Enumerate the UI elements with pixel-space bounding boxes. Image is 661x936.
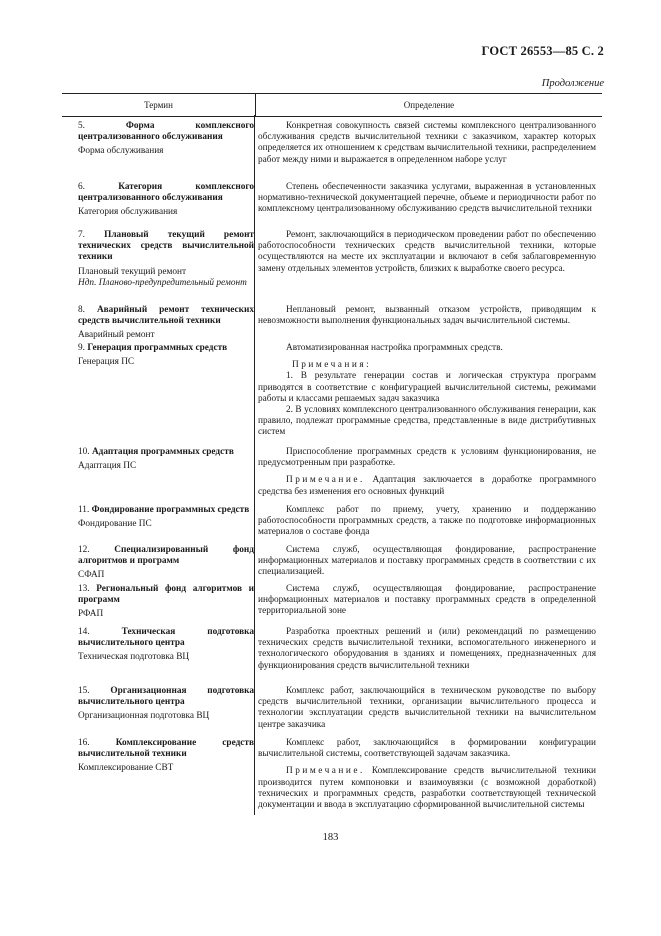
definition-cell <box>258 230 596 275</box>
term-title: Комплексирование средств вычислительной техники <box>78 738 255 760</box>
term-name <box>78 686 254 708</box>
term-abbreviation: Плановый текущий ремонт <box>78 266 187 277</box>
term-name <box>78 230 254 264</box>
definition-cell <box>258 182 596 216</box>
term-cell <box>78 182 254 219</box>
term-name <box>78 584 254 606</box>
definition-text: Комплекс работ по приему, учету, хранению и поддержанию работоспособности программных средств, а также по подготовке информационных материалов о составе фонда <box>258 505 596 538</box>
term-name <box>78 121 254 143</box>
term-abbreviation: Аварийный ремонт <box>78 330 155 341</box>
term-abbreviation: Комплексирование СВТ <box>78 763 174 774</box>
definition-text: Система служб, осуществляющая фондирование, распространение информационных материалов и поставку программных средств в соответствии с их специализацией. <box>258 545 596 578</box>
term-cell <box>78 627 254 664</box>
definition-text: Конкретная совокупность связей системы комплексного централизованного обслуживания средств вычислительной техники с заказчиком, характер которых определяется их отношением к средствам вычислительной техники, распределением работ между ними и выражается в определенном наборе услуг <box>258 121 596 165</box>
term-title: Форма комплексного централизованного обслуживания <box>78 121 254 143</box>
table-header <box>62 94 602 117</box>
continuation-label: Продолжение <box>541 78 604 89</box>
term-name <box>78 627 254 649</box>
term-cell <box>78 545 254 582</box>
terms-table <box>62 93 602 117</box>
definition-text: Приспособление программных средств к условиям функционирования, не предусмотренным при разработке. <box>258 447 596 469</box>
term-abbreviation: РФАП <box>78 609 104 620</box>
column-header-term: Термин <box>144 100 173 110</box>
definition-text: Система служб, осуществляющая фондирование, распространение информационных материалов и поставку программных средств в определенной территориальной зоне <box>258 584 596 617</box>
term-number: 16. <box>78 738 90 748</box>
definition-text: Неплановый ремонт, вызванный отказом устройств, приводящим к невозможности выполнения функциональных задач вычислительной системы. <box>258 305 596 327</box>
term-name <box>78 738 254 760</box>
term-abbreviation: Организационная подготовка ВЦ <box>78 711 210 722</box>
term-number: 6. <box>78 182 85 192</box>
definition-cell <box>258 121 596 166</box>
term-title: Фондирование программных средств <box>91 505 250 515</box>
term-cell <box>78 686 254 723</box>
term-cell <box>78 121 254 158</box>
term-cell <box>78 447 254 472</box>
term-abbreviation: СФАП <box>78 570 105 581</box>
term-title: Организационная подготовка вычислительного центра <box>78 686 255 708</box>
term-title: Техническая подготовка вычислительного центра <box>78 627 254 649</box>
term-title: Адаптация программных средств <box>91 447 234 457</box>
note-item: 1. В результате генерации состав и логическая структура программ приводятся в соответствие с конфигурацией вычислительной системы, режимами работы и классами решаемых задач заказчика <box>258 371 596 404</box>
definition-cell <box>258 447 596 498</box>
definition-text: Комплекс работ, заключающийся в формировании конфигурации вычислительной системы, соответствующей задачам заказчика. <box>258 738 596 760</box>
definition-cell <box>258 505 596 539</box>
term-title: Региональный фонд алгоритмов и программ <box>78 584 254 606</box>
term-number: 9. <box>78 343 85 353</box>
term-abbreviation: Техническая подготовка ВЦ <box>78 652 190 663</box>
term-number: 11. <box>78 505 90 515</box>
definition-text: Разработка проектных решений и (или) рекомендаций по размещению технических средств вычислительной техники, вспомогательного инженерного и технологического оборудования в зданиях и помещениях, предназначенных для функционирования средств вычислительной техники <box>258 627 596 671</box>
definition-text: Степень обеспеченности заказчика услугами, выраженная в установленных нормативно-технической документацией перечне, объеме и периодичности работ по комплексному централизованному обслуживанию средств вычислительной техники <box>258 182 596 215</box>
definition-cell <box>258 305 596 327</box>
note <box>258 766 596 811</box>
term-title: Плановый текущий ремонт технических средств вычислительной техники <box>78 230 254 263</box>
term-cell <box>78 305 254 342</box>
term-number: 10. <box>78 447 90 457</box>
term-title: Генерация программных средств <box>87 343 228 353</box>
definition-text: Ремонт, заключающийся в периодическом проведении работ по обеспечению работоспособности технических средств вычислительной техники, которые осуществляются на месте их эксплуатации и включают в себя заблаговременную замену отдельных элементов устройств, близких к выработке своего ресурса. <box>258 230 596 274</box>
term-abbreviation: Генерация ПС <box>78 357 135 368</box>
note-text: Комплексирование средств вычислительной техники производится путем компоновки и взаимоувязки (с возможной доработкой) технических и программных средств, разработки соответствующей технической документации и ввода в эксплуатацию сформированной вычислительной системы <box>258 766 596 811</box>
term-title: Категория комплексного централизованного обслуживания <box>78 182 254 204</box>
term-cell <box>78 584 254 621</box>
term-cell <box>78 738 254 775</box>
column-header-definition: Определение <box>255 94 602 116</box>
term-number: 15. <box>78 686 90 696</box>
term-name <box>78 505 254 516</box>
term-name <box>78 447 254 458</box>
term-name <box>78 343 254 354</box>
term-cell <box>78 505 254 530</box>
term-title: Специализированный фонд алгоритмов и программ <box>78 545 254 567</box>
term-cell <box>78 343 254 368</box>
definition-cell <box>258 686 596 731</box>
term-abbreviation: Адаптация ПС <box>78 461 137 472</box>
term-name <box>78 545 254 567</box>
definition-text: Автоматизированная настройка программных средств. <box>286 343 503 353</box>
definition-cell <box>258 627 596 672</box>
term-deprecated: Ндп. Планово-предупредительный ремонт <box>78 277 247 288</box>
note-label: Примечания: <box>292 360 372 371</box>
term-number: 13. <box>78 584 90 594</box>
term-number: 5. <box>78 121 85 131</box>
column-divider <box>254 115 255 815</box>
term-number: 7. <box>78 230 85 240</box>
page-number: 183 <box>322 832 339 843</box>
term-name <box>78 182 254 204</box>
note-text: Адаптация заключается в доработке программного средства без изменения его основных функций <box>258 475 596 497</box>
term-number: 14. <box>78 627 90 637</box>
definition-cell <box>258 545 596 579</box>
term-abbreviation: Форма обслуживания <box>78 146 164 157</box>
document-reference: ГОСТ 26553—85 С. 2 <box>481 44 604 58</box>
term-number: 12. <box>78 545 90 555</box>
definition-cell <box>258 738 596 811</box>
note <box>258 475 596 497</box>
term-abbreviation: Категория обслуживания <box>78 207 178 218</box>
term-abbreviation: Фондирование ПС <box>78 519 152 530</box>
definition-text: Комплекс работ, заключающийся в техническом руководстве по выбору средств вычислительной техники, организации вычислительного процесса и технологии эксплуатации средств вычислительной техники на вычислительном центре заказчика <box>258 686 596 730</box>
term-cell <box>78 230 254 289</box>
definition-cell <box>258 343 596 439</box>
term-number: 8. <box>78 305 85 315</box>
definition-cell <box>258 584 596 618</box>
term-title: Аварийный ремонт технических средств вычислительной техники <box>78 305 254 327</box>
term-name <box>78 305 254 327</box>
note-item: 2. В условиях комплексного централизованного обслуживания генерации, как правило, подлежат программные средства, представленные в виде дистрибутивных систем <box>258 405 596 438</box>
note-label: Примечание. <box>286 766 365 777</box>
note-label: Примечание. <box>286 475 365 486</box>
